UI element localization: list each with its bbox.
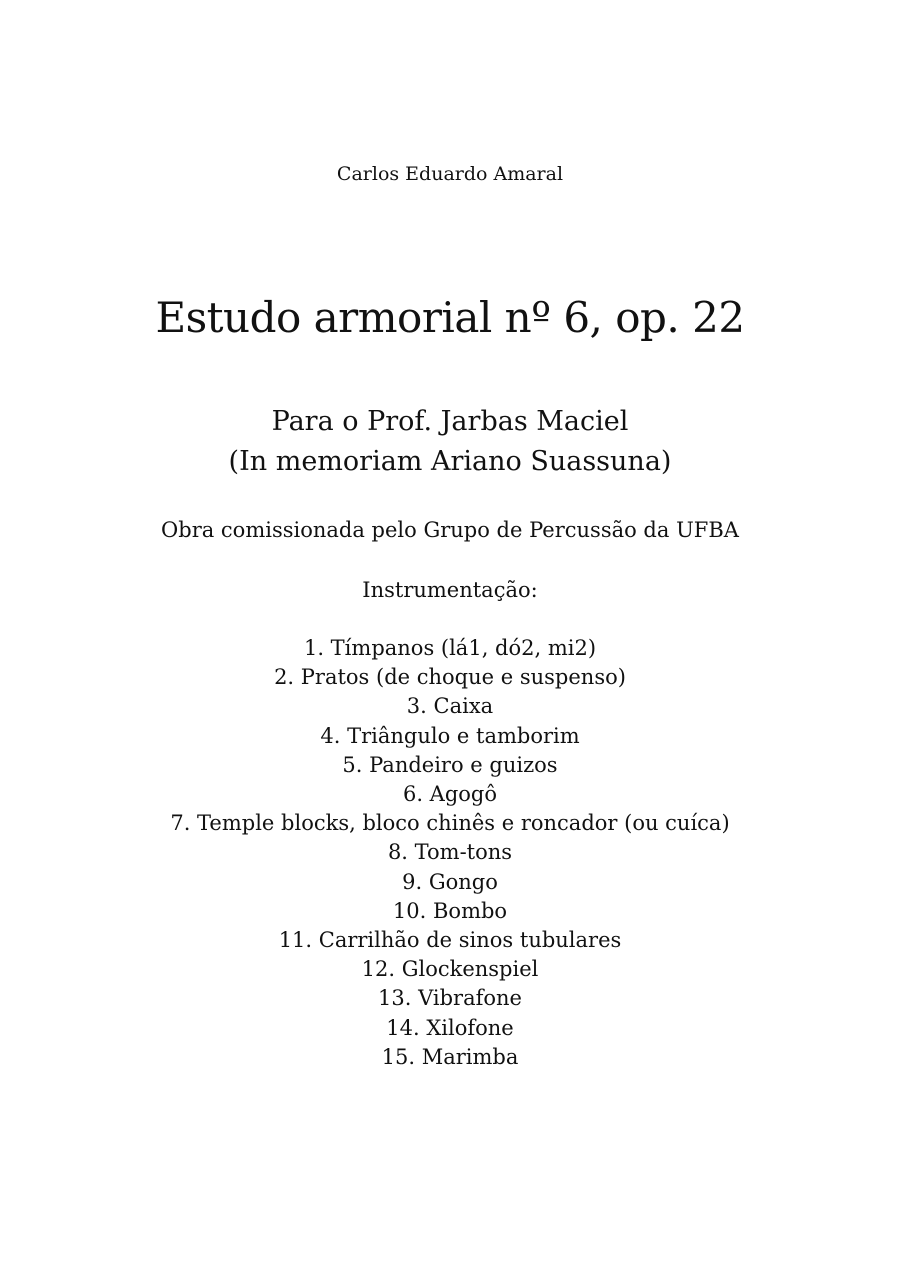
instrument-item: 6. Agogô <box>402 782 498 807</box>
instrument-item: 3. Caixa <box>406 694 494 719</box>
dedication-line-1: Para o Prof. Jarbas Maciel <box>271 406 629 437</box>
dedication-line-2: (In memoriam Ariano Suassuna) <box>228 446 672 477</box>
composer-name: Carlos Eduardo Amaral <box>336 163 564 185</box>
instrument-item: 4. Triângulo e tamborim <box>320 723 580 748</box>
instrument-item: 5. Pandeiro e guizos <box>342 752 558 777</box>
instrument-item: 12. Glockenspiel <box>361 957 539 982</box>
instrument-item: 14. Xilofone <box>386 1015 514 1040</box>
dedication <box>0 402 900 482</box>
instrument-item: 2. Pratos (de choque e suspenso) <box>274 665 626 690</box>
instrument-item: 1. Tímpanos (lá1, dó2, mi2) <box>303 636 597 660</box>
instrument-item: 9. Gongo <box>402 869 498 894</box>
instrument-item: 10. Bombo <box>392 898 508 923</box>
commission-note: Obra comissionada pelo Grupo de Percussão da UFBA <box>161 518 739 542</box>
instrument-item: 13. Vibrafone <box>378 986 522 1011</box>
instrument-item: 7. Temple blocks, bloco chinês e roncador (ou cuíca) <box>170 811 730 836</box>
work-title: Estudo armorial nº 6, op. 22 <box>155 293 745 342</box>
instrument-item: 15. Marimba <box>381 1044 519 1069</box>
instrument-item: 8. Tom-tons <box>387 840 513 865</box>
instrumentation-list <box>0 634 900 1072</box>
instrument-item: 11. Carrilhão de sinos tubulares <box>278 928 622 953</box>
instrumentation-heading: Instrumentação: <box>362 578 538 602</box>
